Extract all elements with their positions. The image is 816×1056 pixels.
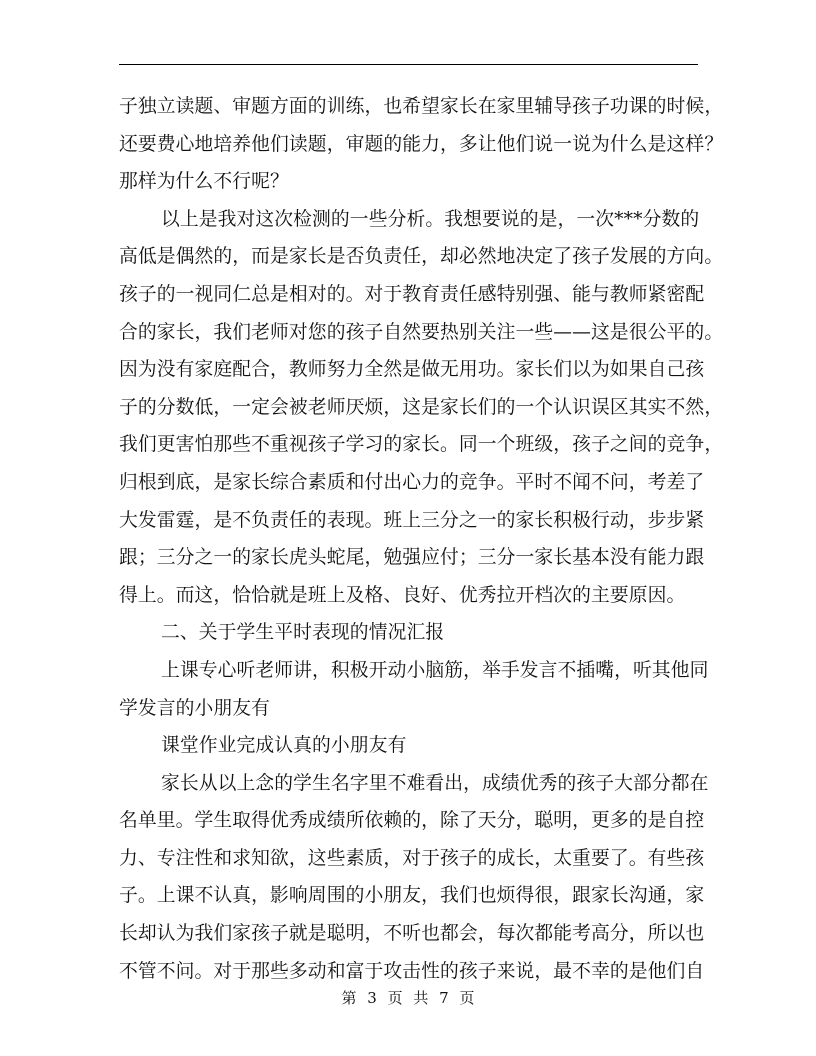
text-line: 高低是偶然的，而是家长是否负责任，却必然地决定了孩子发展的方向。 <box>119 246 724 268</box>
text-line: 力、专注性和求知欲，这些素质，对于孩子的成长，太重要了。有些孩 <box>119 847 705 869</box>
document-body <box>119 88 724 990</box>
text-line: 名单里。学生取得优秀成绩所依赖的，除了天分，聪明，更多的是自控 <box>119 810 705 832</box>
text-line: 以上是我对这次检测的一些分析。我想要说的是，一次***分数的 <box>161 208 700 230</box>
text-line: 还要费心地培养他们读题，审题的能力，多让他们说一说为什么是这样？ <box>119 133 724 155</box>
text-line: 长却认为我们家孩子就是聪明，不听也都会，每次都能考高分，所以也 <box>119 923 705 945</box>
text-line: 我们更害怕那些不重视孩子学习的家长。同一个班级，孩子之间的竞争， <box>119 434 724 456</box>
text-line: 那样为什么不行呢？ <box>119 171 289 193</box>
text-line: 跟；三分之一的家长虎头蛇尾，勉强应付；三分一家长基本没有能力跟 <box>119 547 705 569</box>
text-line: 学发言的小朋友有 <box>119 697 271 719</box>
text-line: 因为没有家庭配合，教师努力全然是做无用功。家长们以为如果自己孩 <box>119 359 705 381</box>
text-line: 大发雷霆，是不负责任的表现。班上三分之一的家长积极行动，步步紧 <box>119 509 705 531</box>
header-rule <box>119 64 698 65</box>
section-heading: 二、关于学生平时表现的情况汇报 <box>161 622 445 644</box>
text-line: 得上。而这，恰恰就是班上及格、良好、优秀拉开档次的主要原因。 <box>119 584 686 606</box>
text-line: 孩子的一视同仁总是相对的。对于教育责任感特别强、能与教师紧密配 <box>119 283 705 305</box>
text-line: 子的分数低，一定会被老师厌烦，这是家长们的一个认识误区其实不然， <box>119 396 724 418</box>
text-line: 子独立读题、审题方面的训练，也希望家长在家里辅导孩子功课的时候， <box>119 96 724 117</box>
text-line: 上课专心听老师讲，积极开动小脑筋，举手发言不插嘴，听其他同 <box>161 659 709 681</box>
text-line: 家长从以上念的学生名字里不难看出，成绩优秀的孩子大部分都在 <box>161 772 709 794</box>
page-footer: 第 3 页 共 7 页 <box>341 989 475 1007</box>
text-line: 归根到底，是家长综合素质和付出心力的竞争。平时不闻不问，考差了 <box>119 471 705 493</box>
text-line: 不管不问。对于那些多动和富于攻击性的孩子来说，最不幸的是他们自 <box>119 960 705 982</box>
text-line: 合的家长，我们老师对您的孩子自然要热别关注一些——这是很公平的。 <box>119 321 724 343</box>
text-line: 课堂作业完成认真的小朋友有 <box>161 735 407 757</box>
text-line: 子。上课不认真，影响周围的小朋友，我们也烦得很，跟家长沟通，家 <box>119 885 705 907</box>
